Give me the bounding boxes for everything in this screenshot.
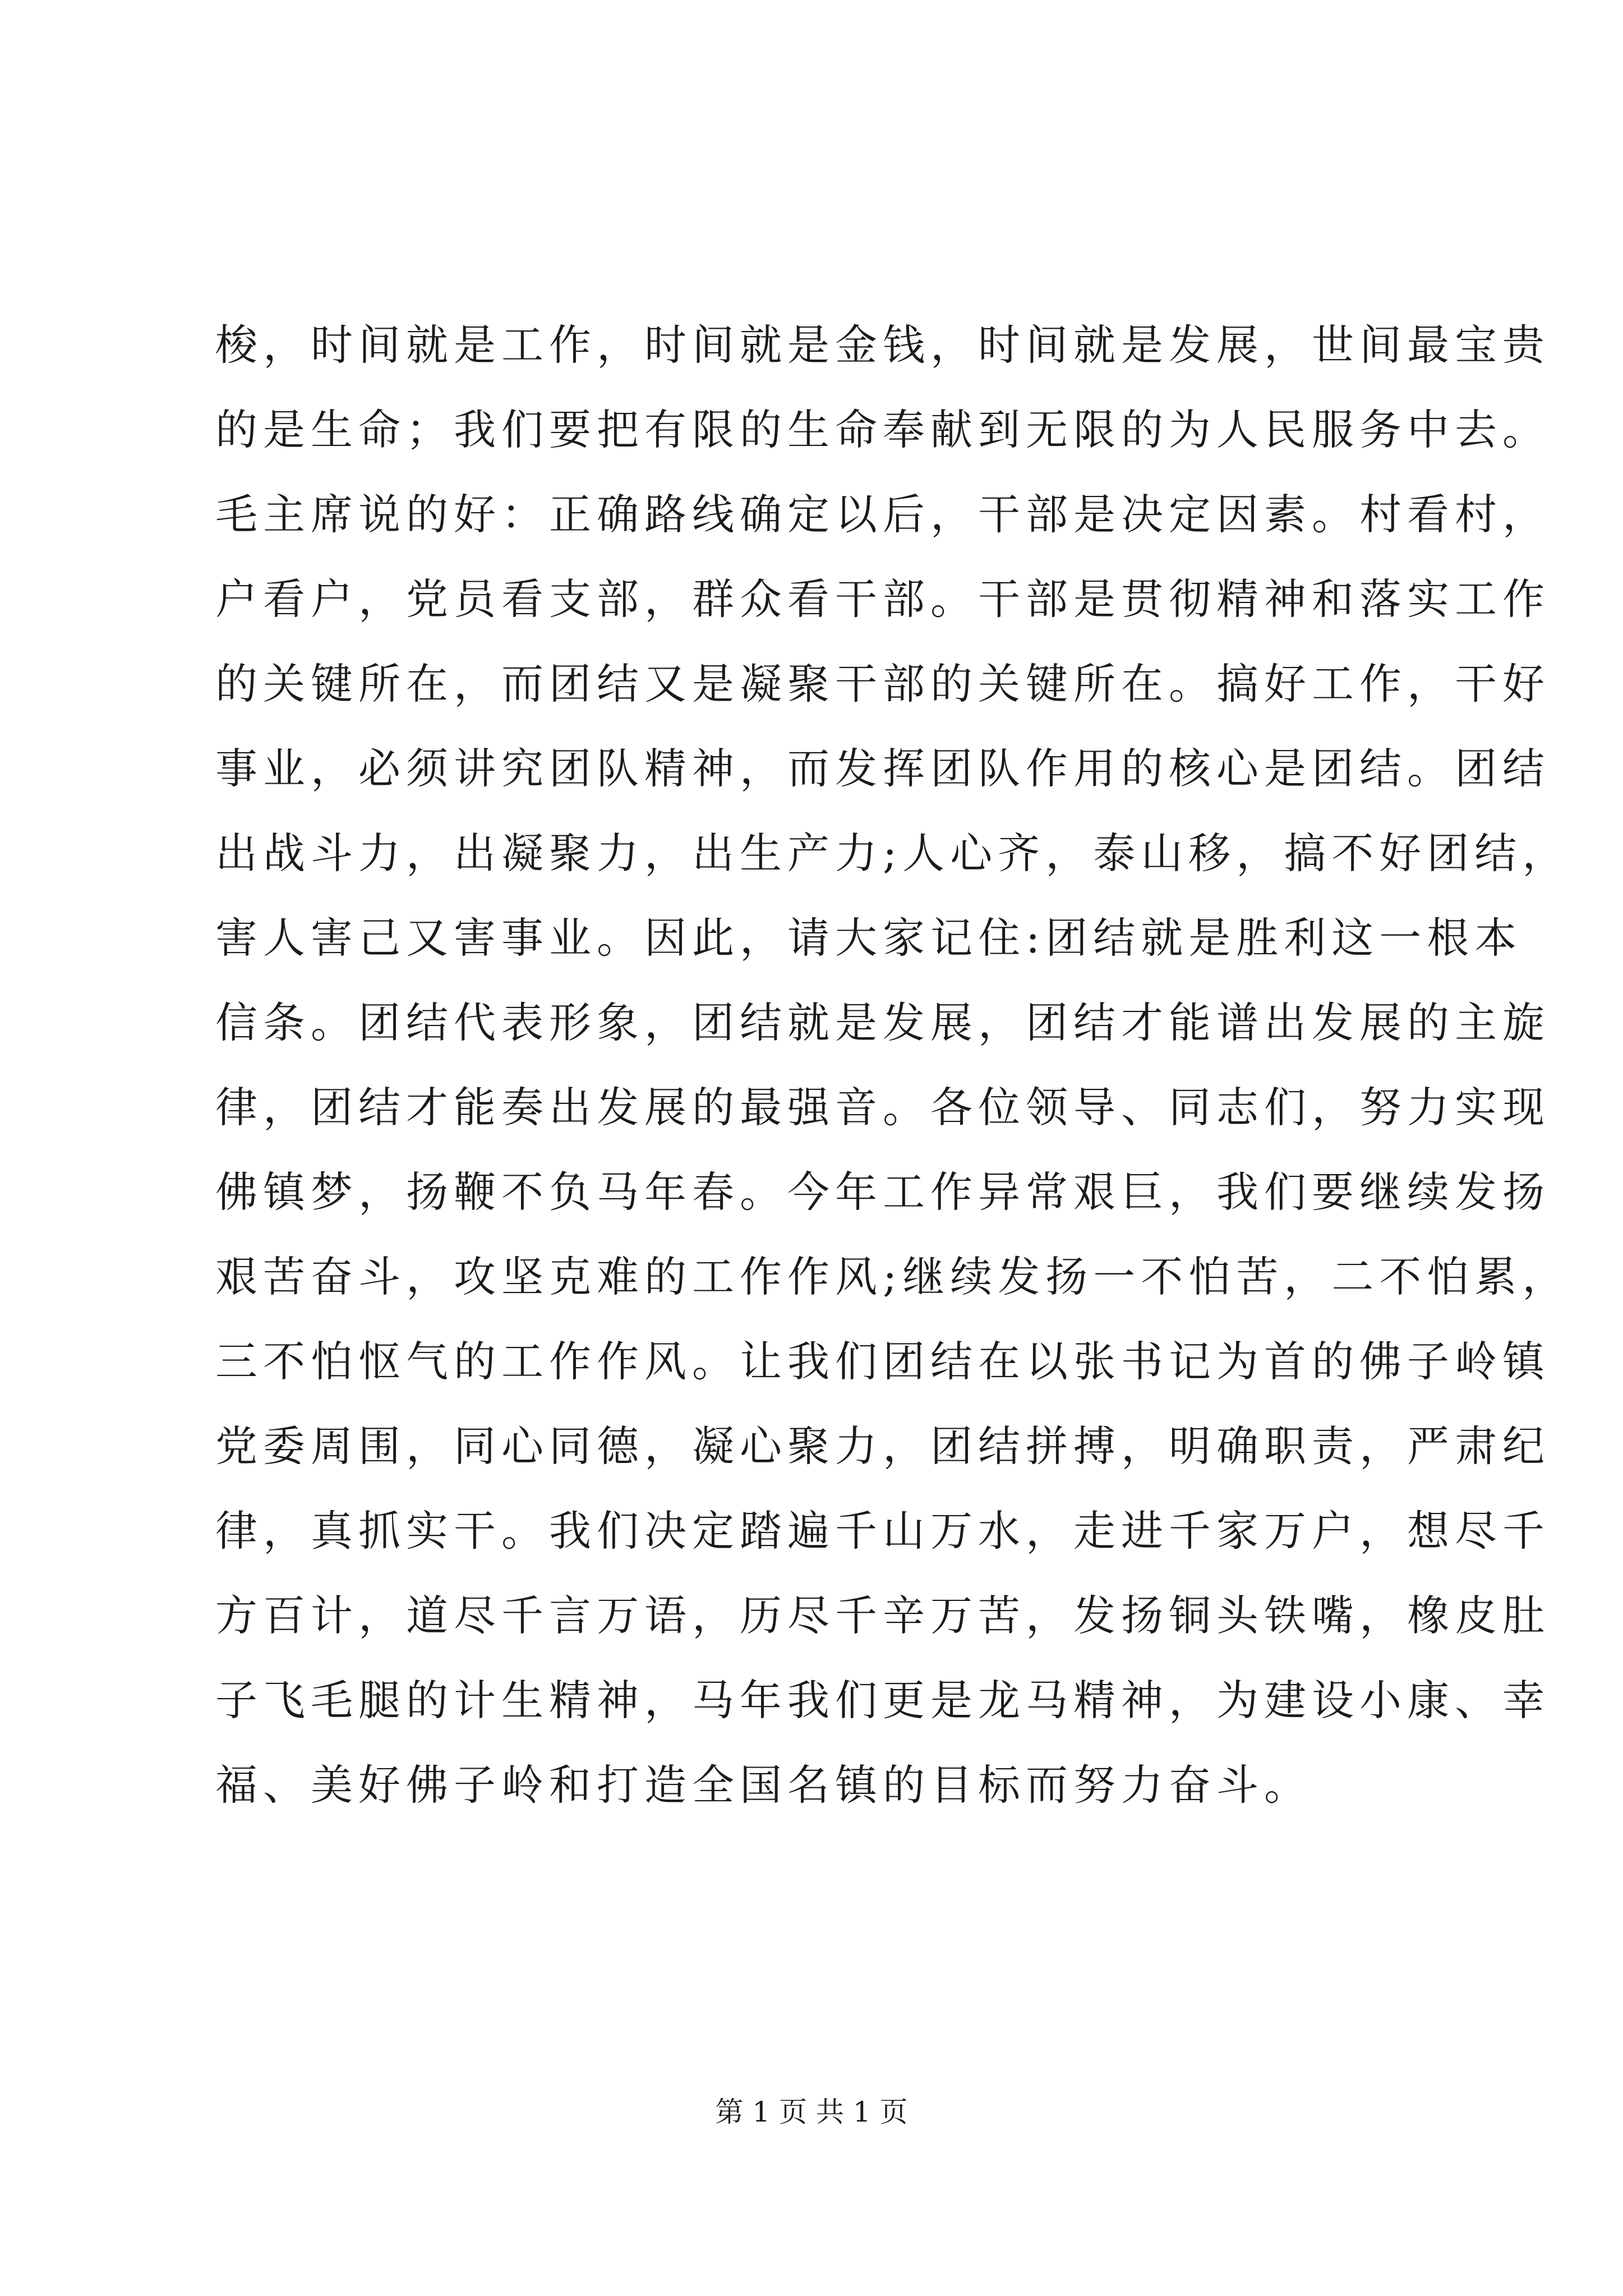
text-line: 佛镇梦，扬鞭不负马年春。今年工作异常艰巨，我们要继续发扬: [215, 1167, 1551, 1217]
text-line: 梭，时间就是工作，时间就是金钱，时间就是发展，世间最宝贵: [215, 320, 1551, 370]
text-line: 艰苦奋斗，攻坚克难的工作作风;继续发扬一不怕苦，二不怕累，: [215, 1252, 1570, 1301]
text-line: 党委周围，同心同德，凝心聚力，团结拼搏，明确职责，严肃纪: [215, 1421, 1551, 1471]
text-line: 的关键所在，而团结又是凝聚干部的关键所在。搞好工作，干好: [215, 659, 1551, 708]
page-number-label: 第 1 页 共 1 页: [715, 2096, 908, 2128]
page-footer: [0, 2092, 1623, 2132]
text-line: 毛主席说的好：正确路线确定以后，干部是决定因素。村看村，: [215, 490, 1551, 539]
text-line: 害人害己又害事业。因此，请大家记住:团结就是胜利这一根本: [215, 913, 1523, 963]
text-line: 的是生命；我们要把有限的生命奉献到无限的为人民服务中去。: [215, 405, 1551, 454]
body-text: [215, 303, 1570, 1828]
text-line: 福、美好佛子岭和打造全国名镇的目标而努力奋斗。: [215, 1760, 1312, 1810]
text-line: 律，真抓实干。我们决定踏遍千山万水，走进千家万户，想尽千: [215, 1506, 1551, 1556]
text-line: 三不怕怄气的工作作风。让我们团结在以张书记为首的佛子岭镇: [215, 1337, 1551, 1386]
text-line: 事业，必须讲究团队精神，而发挥团队作用的核心是团结。团结: [215, 744, 1551, 793]
text-line: 信条。团结代表形象，团结就是发展，团结才能谱出发展的主旋: [215, 998, 1551, 1047]
text-line: 户看户，党员看支部，群众看干部。干部是贯彻精神和落实工作: [215, 574, 1551, 624]
text-line: 子飞毛腿的计生精神，马年我们更是龙马精神，为建设小康、幸: [215, 1676, 1551, 1725]
text-line: 出战斗力，出凝聚力，出生产力;人心齐，泰山移，搞不好团结，: [215, 829, 1570, 878]
text-line: 方百计，道尽千言万语，历尽千辛万苦，发扬铜头铁嘴，橡皮肚: [215, 1591, 1551, 1640]
text-line: 律，团结才能奏出发展的最强音。各位领导、同志们，努力实现: [215, 1083, 1551, 1132]
